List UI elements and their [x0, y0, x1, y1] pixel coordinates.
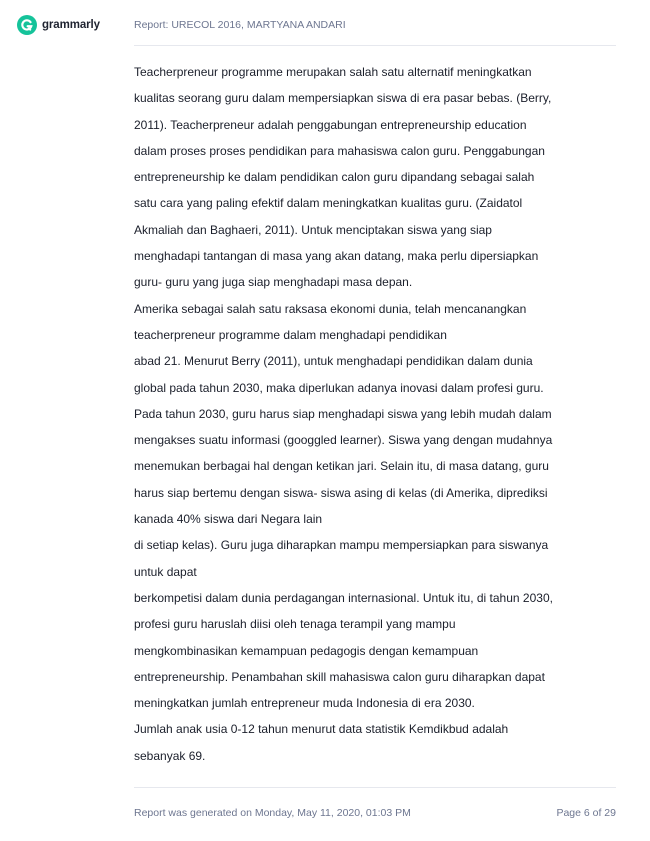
body-text-line: di setiap kelas). Guru juga diharapkan mampu mempersiapkan para siswanya: [134, 538, 549, 553]
body-text-line: Akmaliah dan Baghaeri, 2011). Untuk menciptakan siswa yang siap: [134, 222, 492, 237]
body-text-line: Amerika sebagai salah satu raksasa ekonomi dunia, telah mencanangkan: [134, 301, 527, 316]
body-text-line: guru- guru yang juga siap menghadapi masa depan.: [134, 275, 413, 290]
body-text-line: teacherpreneur programme dalam menghadapi pendidikan: [134, 327, 447, 342]
grammarly-logo: [17, 15, 100, 35]
body-text-line: kanada 40% siswa dari Negara lain: [134, 512, 323, 527]
body-text-line: berkompetisi dalam dunia perdagangan internasional. Untuk itu, di tahun 2030,: [134, 590, 553, 605]
body-text-line: global pada tahun 2030, maka diperlukan adanya inovasi dalam profesi guru.: [134, 380, 544, 395]
body-text-line: entrepreneurship ke dalam pendidikan calon guru dipandang sebagai salah: [134, 170, 535, 185]
body-text-line: menghadapi tantangan di masa yang akan datang, maka perlu dipersiapkan: [134, 249, 539, 264]
body-text-line: menemukan berbagai hal dengan ketikan jari. Selain itu, di masa datang, guru: [134, 459, 549, 474]
report-title: Report: URECOL 2016, MARTYANA ANDARI: [134, 19, 346, 31]
header-divider: [134, 45, 616, 46]
body-text-line: satu cara yang paling efektif dalam meningkatkan kualitas guru. (Zaidatol: [134, 196, 523, 211]
body-text-line: entrepreneurship. Penambahan skill mahasiswa calon guru diharapkan dapat: [134, 669, 545, 684]
body-text-line: Teacherpreneur programme merupakan salah satu alternatif meningkatkan: [134, 65, 532, 79]
body-text-line: meningkatkan jumlah entrepreneur muda Indonesia di era 2030.: [134, 696, 475, 711]
footer-divider: [134, 787, 616, 788]
body-text-line: harus siap bertemu dengan siswa- siswa asing di kelas (di Amerika, diprediksi: [134, 485, 548, 500]
body-text-line: abad 21. Menurut Berry (2011), untuk menghadapi pendidikan dalam dunia: [134, 354, 533, 369]
logo-text: grammarly: [42, 19, 100, 31]
body-text-line: Jumlah anak usia 0-12 tahun menurut data statistik Kemdikbud adalah: [134, 722, 509, 737]
body-text-line: dalam proses proses pendidikan para mahasiswa calon guru. Penggabungan: [134, 143, 545, 158]
body-text-line: profesi guru haruslah diisi oleh tenaga terampil yang mampu: [134, 617, 456, 632]
body-text-line: mengakses suatu informasi (googgled learner). Siswa yang dengan mudahnya: [134, 433, 553, 448]
report-generated-date: Report was generated on Monday, May 11, 2020, 01:03 PM: [134, 807, 411, 819]
report-body: [134, 59, 616, 769]
body-text-line: kualitas seorang guru dalam mempersiapkan siswa di era pasar bebas. (Berry,: [134, 91, 552, 106]
body-text-line: Pada tahun 2030, guru harus siap menghadapi siswa yang lebih mudah dalam: [134, 406, 552, 421]
body-text-line: 2011). Teacherpreneur adalah penggabungan entrepreneurship education: [134, 117, 527, 132]
grammarly-logo-icon: [17, 15, 37, 35]
body-text-line: mengkombinasikan kemampuan pedagogis dengan kemampuan: [134, 643, 479, 658]
body-text-line: sebanyak 69.: [134, 748, 206, 763]
body-text-line: untuk dapat: [134, 564, 197, 579]
page-number: Page 6 of 29: [556, 807, 616, 819]
